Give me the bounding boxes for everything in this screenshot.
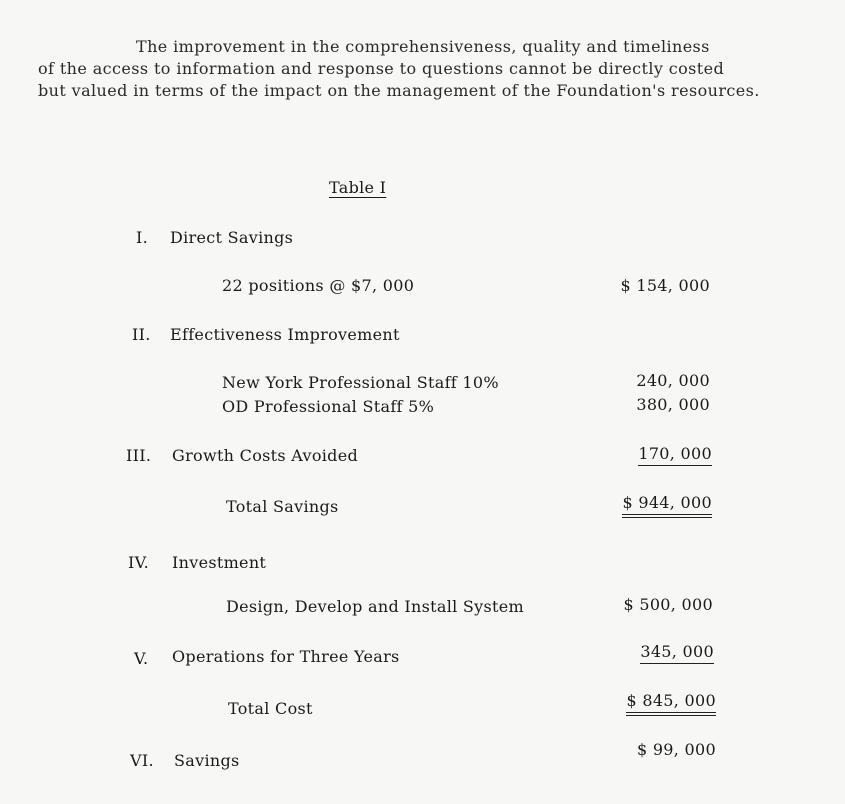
section-label-direct-savings: Direct Savings: [170, 228, 294, 247]
total-savings-label: Total Savings: [226, 497, 339, 516]
item-amount-positions: $ 154, 000: [620, 276, 710, 295]
item-label-ny-staff: New York Professional Staff 10%: [222, 373, 499, 392]
intro-line-1: The improvement in the comprehensiveness, quality and timeliness: [136, 37, 710, 56]
item-amount-ny-staff: 240, 000: [636, 371, 710, 390]
total-cost-amount: $ 845, 000: [626, 691, 716, 716]
intro-line-3: but valued in terms of the impact on the management of the Foundation's resources.: [38, 81, 760, 100]
section-label-investment: Investment: [172, 553, 267, 572]
total-cost-label: Total Cost: [228, 699, 313, 718]
item-amount-od-staff: 380, 000: [636, 395, 710, 414]
item-label-positions: 22 positions @ $7, 000: [222, 276, 415, 295]
item-amount-design: $ 500, 000: [623, 595, 713, 614]
item-amount-net-savings: $ 99, 000: [636, 740, 716, 759]
intro-paragraph: [38, 36, 828, 102]
item-amount-operations: 345, 000: [640, 642, 714, 664]
section-label-effectiveness: Effectiveness Improvement: [170, 325, 400, 344]
section-numeral-6: VI.: [130, 751, 154, 770]
section-label-savings: Savings: [174, 751, 240, 770]
section-numeral-3: III.: [126, 446, 152, 465]
section-label-operations: Operations for Three Years: [172, 647, 400, 666]
item-label-design: Design, Develop and Install System: [226, 597, 525, 616]
section-numeral-4: IV.: [128, 553, 150, 572]
intro-line-2: of the access to information and response to questions cannot be directly costed: [38, 59, 725, 78]
section-label-growth: Growth Costs Avoided: [172, 446, 359, 465]
section-numeral-1: I.: [136, 228, 149, 247]
item-amount-growth: 170, 000: [638, 444, 712, 466]
section-numeral-2: II.: [132, 325, 151, 344]
table-title: Table I: [329, 178, 387, 197]
item-label-od-staff: OD Professional Staff 5%: [222, 397, 435, 416]
section-numeral-5: V.: [134, 649, 149, 668]
total-savings-amount: $ 944, 000: [622, 493, 712, 518]
